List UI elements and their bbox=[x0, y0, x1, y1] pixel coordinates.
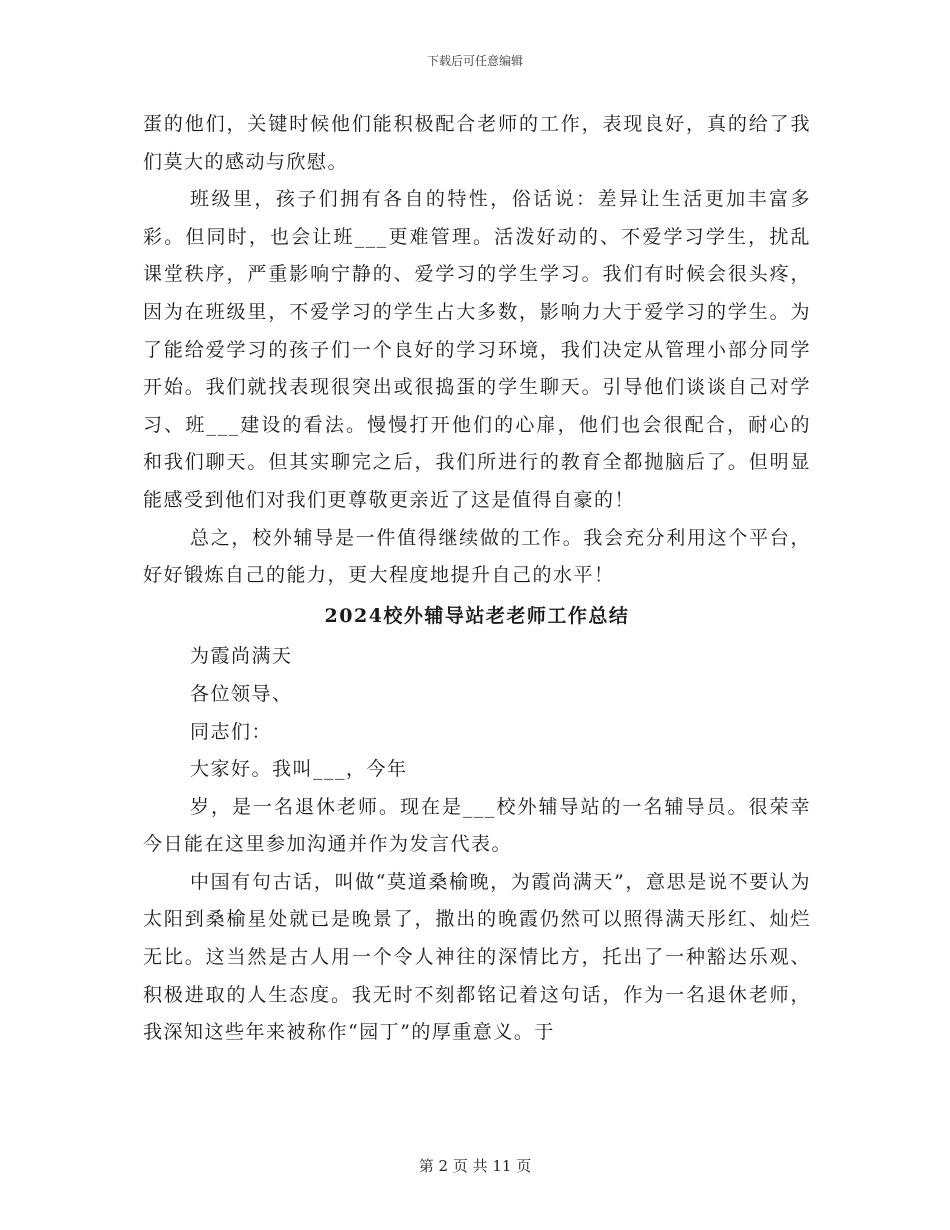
paragraph-conclusion: 总之，校外辅导是一件值得继续做的工作。我会充分利用这个平台，好好锻炼自己的能力，更大程度地提升自己的水平！ bbox=[143, 526, 811, 587]
paragraph-continuation: 蛋的他们，关键时候他们能积极配合老师的工作，表现良好，真的给了我们莫大的感动与欣慰。 bbox=[143, 113, 811, 173]
document-body bbox=[143, 106, 811, 1052]
section-title: 2024校外辅导站老老师工作总结 bbox=[324, 604, 630, 627]
page-number-footer: 第 2 页 共 11 页 bbox=[418, 1157, 532, 1175]
paragraph-class-management: 班级里，孩子们拥有各自的特性，俗话说：差异让生活更加丰富多彩。但同时，也会让班___更难管理。活泼好动的、不爱学习学生，扰乱课堂秩序，严重影响宁静的、爱学习的学生学习。我们有时候会很头疼，因为在班级里，不爱学习的学生占大多数，影响力大于爱学习的学生。为了能给爱学习的孩子们一个良好的学习环境，我们决定从管理小部分同学开始。我们就找表现很突出或很捣蛋的学生聊天。引导他们谈谈自己对学习、班___建设的看法。慢慢打开他们的心扉，他们也会很配合，耐心的和我们聊天。但其实聊完之后，我们所进行的教育全都抛脑后了。但明显能感受到他们对我们更尊敬更亲近了这是值得自豪的！ bbox=[143, 188, 811, 511]
paragraph-self-introduction: 岁，是一名退休老师。现在是___校外辅导站的一名辅导员。很荣幸今日能在这里参加沟通并作为发言代表。 bbox=[143, 795, 811, 856]
page-header-note: 下载后可任意编辑 bbox=[426, 54, 523, 68]
speech-salutation-leaders: 各位领导、 bbox=[190, 682, 293, 705]
speech-salutation-comrades: 同志们： bbox=[190, 720, 273, 743]
paragraph-proverb: 中国有句古话，叫做“莫道桑榆晚，为霞尚满天”，意思是说不要认为太阳到桑榆星处就已是晚景了，撒出的晚霞仍然可以照得满天彤红、灿烂无比。这当然是古人用一个令人神往的深情比方，托出了一种豁达乐观、积极进取的人生态度。我无时不刻都铭记着这句话，作为一名退休老师，我深知这些年来被称作“园丁”的厚重意义。于 bbox=[143, 870, 811, 1044]
speech-greeting-line: 大家好。我叫___，今年 bbox=[190, 758, 408, 781]
speech-title-line: 为霞尚满天 bbox=[190, 645, 293, 668]
